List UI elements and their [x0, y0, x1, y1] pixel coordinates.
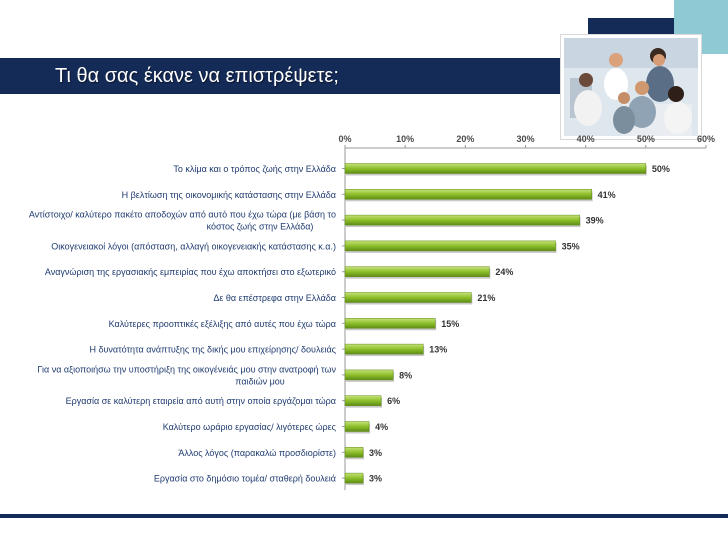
- bar: [345, 370, 393, 380]
- data-label: 15%: [441, 318, 460, 329]
- category-label: κόστος ζωής στην Ελλάδα): [206, 221, 314, 232]
- data-label: 24%: [495, 267, 514, 278]
- x-tick-label: 50%: [636, 134, 655, 144]
- bar: [345, 241, 556, 251]
- category-label: Το κλίμα και ο τρόπος ζωής στην Ελλάδα: [173, 164, 336, 174]
- category-label: Αντίστοιχο/ καλύτερο πακέτο αποδοχών από αυτό που έχω τώρα (με βάση το: [28, 209, 336, 220]
- data-label: 21%: [477, 293, 496, 303]
- bar: [345, 318, 435, 328]
- category-label: Δε θα επέστρεφα στην Ελλάδα: [213, 293, 336, 303]
- data-label: 39%: [585, 215, 604, 226]
- data-label: 6%: [387, 396, 401, 407]
- category-label: Οικογενειακοί λόγοι (απόσταση, αλλαγή οικογενειακής κατάστασης κ.α.): [51, 241, 336, 252]
- category-label: Καλύτερες προοπτικές εξέλιξης από αυτές που έχω τώρα: [108, 318, 336, 329]
- data-label: 8%: [399, 370, 413, 381]
- category-label: Για να αξιοποιήσω την υποστήριξη της οικογένειάς μου στην ανατροφή των: [37, 364, 336, 375]
- data-label: 3%: [369, 447, 383, 458]
- category-label: Η δυνατότητα ανάπτυξης της δικής μου επιχείρησης/ δουλειάς: [89, 344, 336, 355]
- bar: [345, 267, 489, 277]
- x-tick-label: 0%: [338, 134, 352, 144]
- bar-chart: [0, 130, 728, 500]
- data-label: 13%: [429, 344, 448, 355]
- photo-illustration: [564, 38, 698, 136]
- x-tick-label: 10%: [396, 134, 415, 144]
- bar: [345, 396, 381, 406]
- bar: [345, 293, 471, 303]
- bar: [345, 215, 580, 225]
- bar: [345, 189, 592, 199]
- data-label: 50%: [651, 164, 670, 174]
- bar: [345, 447, 363, 457]
- category-label: Εργασία σε καλύτερη εταιρεία από αυτή στην οποία εργάζομαι τώρα: [65, 396, 336, 407]
- x-tick-label: 30%: [516, 134, 535, 144]
- category-label: παιδιών μου: [235, 376, 285, 387]
- x-tick-label: 40%: [576, 134, 595, 144]
- slide-title: Τι θα σας έκανε να επιστρέψετε;: [55, 65, 339, 87]
- category-label: Εργασία στο δημόσιο τομέα/ σταθερή δουλειά: [153, 473, 336, 484]
- bar: [345, 473, 363, 483]
- data-label: 41%: [597, 189, 616, 200]
- bar: [345, 344, 423, 354]
- data-label: 4%: [375, 422, 389, 432]
- bottom-divider: [0, 514, 728, 518]
- data-label: 35%: [561, 241, 580, 252]
- category-label: Αναγνώριση της εργασιακής εμπειρίας που έχω αποκτήσει στο εξωτερικό: [44, 267, 336, 278]
- bar: [345, 164, 646, 174]
- x-tick-label: 60%: [696, 134, 716, 144]
- category-label: Καλύτερο ωράριο εργασίας/ λιγότερες ώρες: [162, 422, 336, 432]
- x-tick-label: 20%: [456, 134, 475, 144]
- bar: [345, 422, 369, 432]
- data-label: 3%: [369, 473, 383, 484]
- office-team-photo: [560, 34, 702, 140]
- category-label: Άλλος λόγος (παρακαλώ προσδιορίστε): [178, 447, 336, 458]
- category-label: Η βελτίωση της οικονομικής κατάστασης στην Ελλάδα: [121, 189, 336, 200]
